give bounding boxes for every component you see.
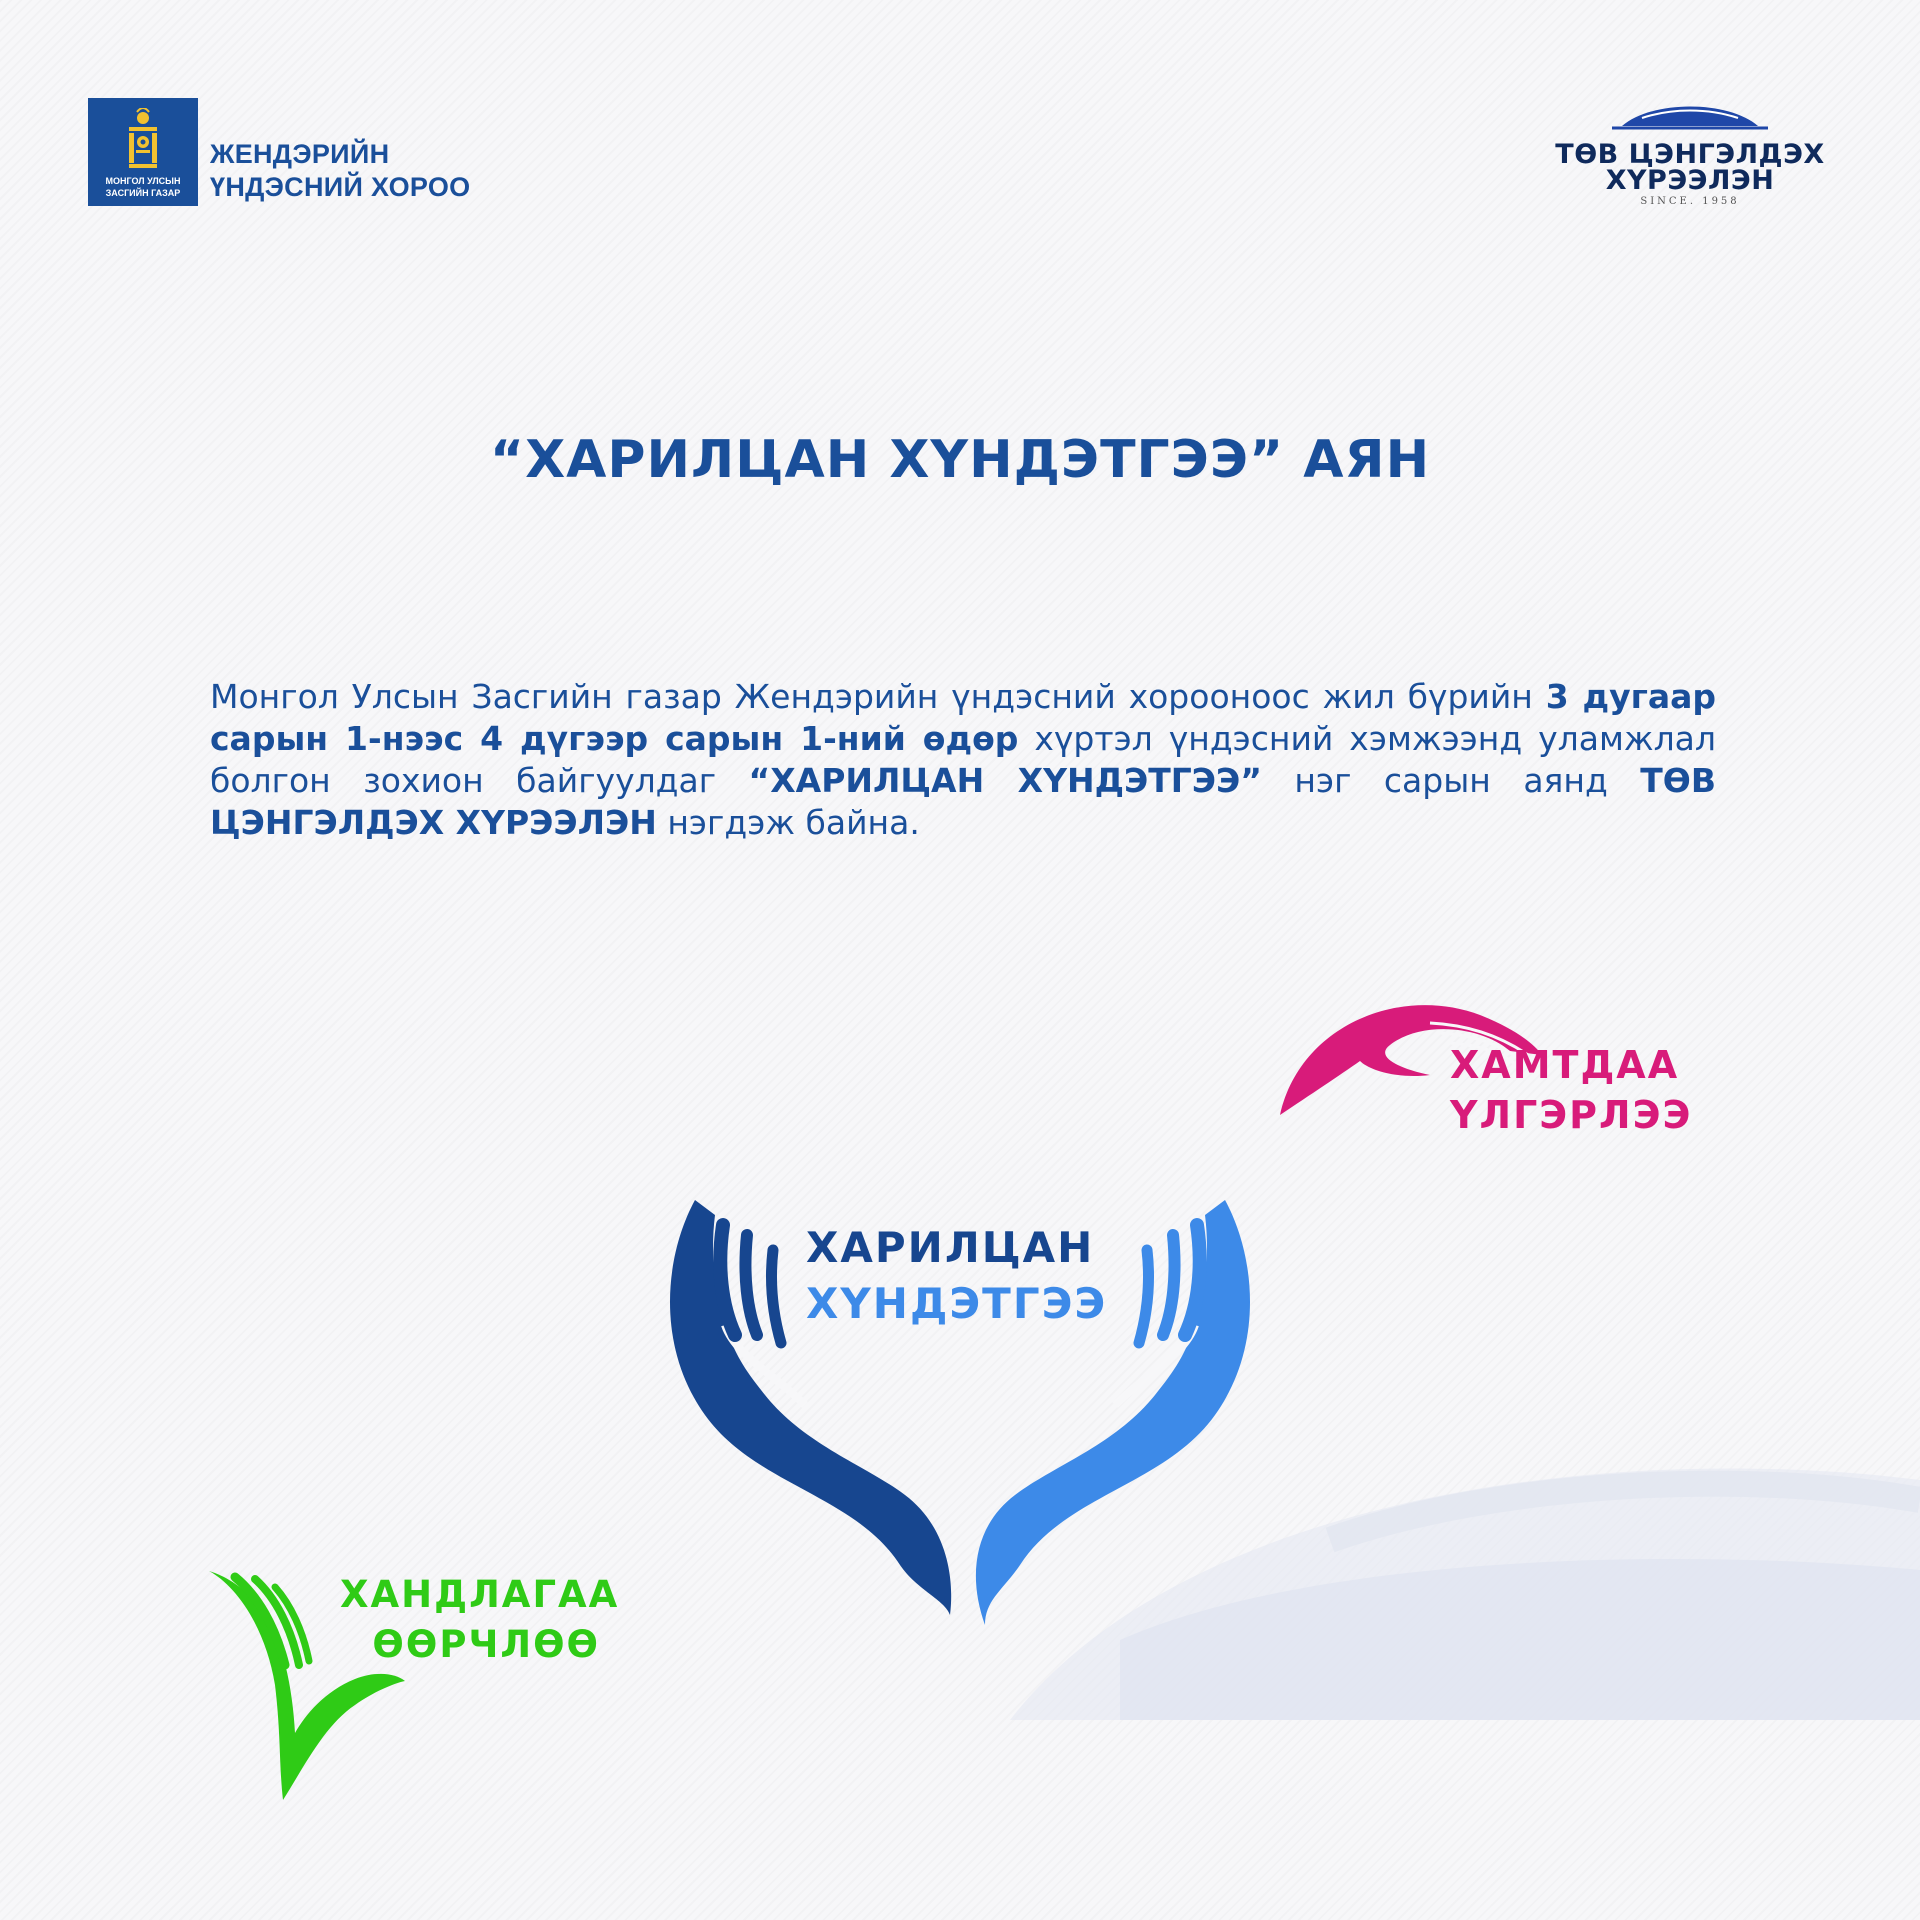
main-slogan <box>806 1220 1107 1332</box>
pink-slogan <box>1450 1040 1692 1140</box>
green-slogan <box>340 1570 620 1670</box>
organization-name-line-2: ҮНДЭСНИЙ ХОРОО <box>210 172 471 202</box>
organization-name-line-1: ЖЕНДЭРИЙН <box>210 139 390 169</box>
intro-bold-stadium: ТӨВ ЦЭНГЭЛДЭХ ХҮРЭЭЛЭН <box>210 761 1716 842</box>
main-slogan-line-2: ХҮНДЭТГЭЭ <box>806 1279 1108 1328</box>
green-slogan-line-1: ХАНДЛАГАА <box>340 1573 620 1616</box>
soyombo-emblem-icon <box>121 108 165 172</box>
pink-slogan-line-1: ХАМТДАА <box>1450 1043 1680 1087</box>
intro-bold-dates: 3 дугаар сарын 1-нээс 4 дүгээр сарын 1-ний өдөр <box>210 677 1717 758</box>
emblem-caption-line-1: МОНГОЛ УЛСЫН <box>105 176 181 186</box>
organization-name <box>210 138 470 204</box>
intro-text-1: Монгол Улсын Засгийн газар Жендэрийн үндэсний хорооноос жил бүрийн <box>210 677 1546 716</box>
stadium-name-line-2: ХҮРЭЭЛЭН <box>1605 165 1775 196</box>
green-slogan-line-2: ӨӨРЧЛӨӨ <box>372 1623 600 1666</box>
stadium-name-line-1: ТӨВ ЦЭНГЭЛДЭХ <box>1555 139 1825 170</box>
stadium-since: SINCE. 1958 <box>1640 196 1740 207</box>
campaign-title: “ХАРИЛЦАН ХҮНДЭТГЭЭ” АЯН <box>489 430 1431 490</box>
stadium-logo <box>1530 98 1850 212</box>
government-logo <box>88 98 198 206</box>
stadium-roof-icon <box>1612 98 1768 132</box>
intro-text-4: нэгдэж байна. <box>656 803 920 842</box>
intro-text-2: хүртэл үндэсний хэмжээнд уламжлал болгон зохион байгуулдаг <box>210 719 1716 800</box>
intro-paragraph <box>210 676 1716 844</box>
pink-slogan-line-2: ҮЛГЭРЛЭЭ <box>1450 1093 1693 1137</box>
intro-text-3: нэг сарын аянд <box>1261 761 1641 800</box>
intro-bold-campaign: “ХАРИЛЦАН ХҮНДЭТГЭЭ” <box>748 761 1262 800</box>
emblem-caption-line-2: ЗАСГИЙН ГАЗАР <box>105 188 181 198</box>
main-slogan-line-1: ХАРИЛЦАН <box>806 1223 1095 1272</box>
